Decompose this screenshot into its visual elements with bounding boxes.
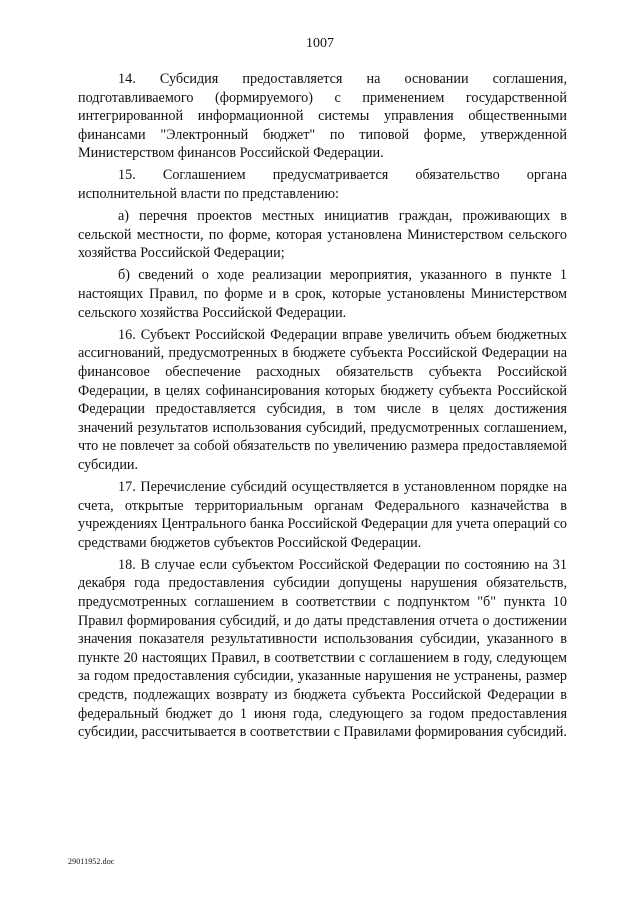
- footer-filename: 29011952.doc: [68, 857, 115, 866]
- paragraph-14: 14. Субсидия предоставляется на основании соглашения, подготавливаемого (формируемого) с применением государственной интегрированной информационной системы управления общественными финансами "Электронный бюджет" по типовой форме, утвержденной Министерством финансов Российской Федерации.: [78, 71, 567, 162]
- paragraph-18: 18. В случае если субъектом Российской Федерации по состоянию на 31 декабря года предоставления субсидии допущены нарушения обязательств, предусмотренных соглашением в соответствии с подпунктом "б" пункта 10 Правил формирования субсидий, и до даты представления отчета о достижении значения показателя результативности использования субсидии, указанного в пункте 20 настоящих Правил, в соответствии с соглашением в году, следующем за годом предоставления субсидии, указанные нарушения не устранены, размер средств, подлежащих возврату из бюджета субъекта Российской Федерации в федеральный бюджет до 1 июня года, следующего за годом предоставления субсидии, рассчитывается в соответствии с Правилами формирования субсидий.: [78, 556, 567, 741]
- paragraph-16: 16. Субъект Российской Федерации вправе увеличить объем бюджетных ассигнований, предусмотренных в бюджете субъекта Российской Федерации на финансовое обеспечение расходных обязательств субъекта Российской Федерации, в целях софинансирования которых бюджету субъекта Российской Федерации предоставляется субсидия, в том числе в целях достижения значений результатов использования субсидий, предусмотренных соглашением, что не повлечет за собой обязательств по увеличению размера предоставляемой субсидии.: [78, 326, 567, 473]
- page-number: 1007: [306, 36, 334, 51]
- paragraph-15b: б) сведений о ходе реализации мероприятия, указанного в пункте 1 настоящих Правил, по форме и в срок, которые установлены Министерством сельского хозяйства Российской Федерации.: [78, 267, 567, 321]
- document-body: [78, 70, 567, 745]
- paragraph-15: 15. Соглашением предусматривается обязательство органа исполнительной власти по представлению:: [78, 167, 567, 203]
- paragraph-15a: а) перечня проектов местных инициатив граждан, проживающих в сельской местности, по форме, которая установлена Министерством сельского хозяйства Российской Федерации;: [78, 208, 567, 262]
- paragraph-17: 17. Перечисление субсидий осуществляется в установленном порядке на счета, открытые территориальным органам Федерального казначейства в учреждениях Центрального банка Российской Федерации для учета операций со средствами бюджетов субъектов Российской Федерации.: [78, 478, 567, 551]
